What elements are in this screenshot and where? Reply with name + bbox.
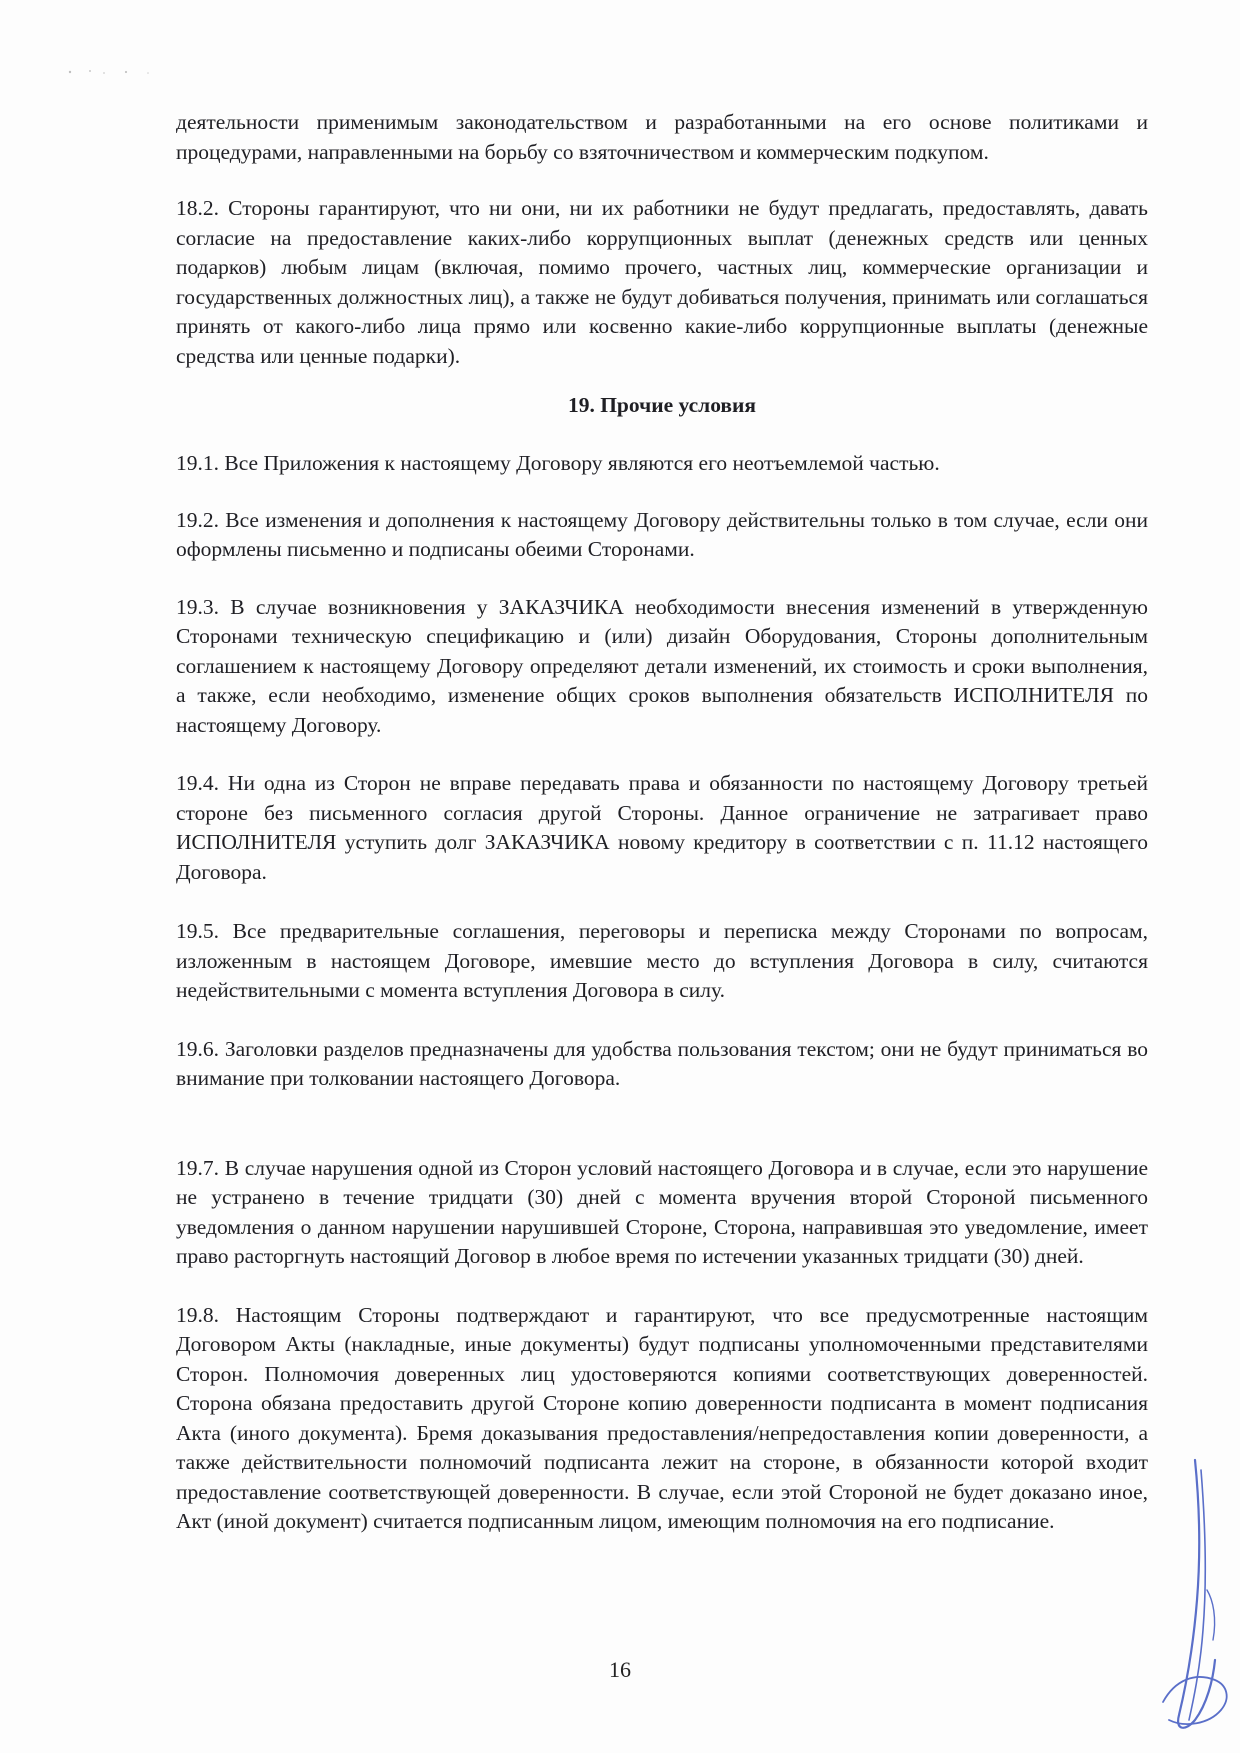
paragraph-18-2: 18.2. Стороны гарантируют, что ни они, ни их работники не будут предлагать, предоставлять, давать согласие на предоставление каких-либо коррупционных выплат (денежных средств или ценных подарков) любым лицам (включая, помимо прочего, частных лиц, коммерческие организации и государственных должностных лиц), а также не будут добиваться получения, принимать или соглашаться принять от какого-либо лица прямо или косвенно какие-либо коррупционные выплаты (денежные средства или ценные подарки). — [176, 196, 1148, 368]
section-heading: 19. Прочие условия — [567, 393, 757, 417]
paragraph-19-4: 19.4. Ни одна из Сторон не вправе передавать права и обязанности по настоящему Договору третьей стороне без письменного согласия другой Стороны. Данное ограничение не затрагивает право ИСПОЛНИТЕЛЯ уступить долг ЗАКАЗЧИКА новому кредитору в соответствии с п. 11.12 настоящего Договора. — [176, 771, 1148, 884]
paragraph-19-1: 19.1. Все Приложения к настоящему Договору являются его неотъемлемой частью. — [176, 451, 940, 475]
paragraph-19-5: 19.5. Все предварительные соглашения, переговоры и переписка между Сторонами по вопросам, изложенным в настоящем Договоре, имевшие место до вступления Договора в силу, считаются недействительными с момента вступления Договора в силу. — [176, 919, 1148, 1002]
page-number: 16 — [609, 1657, 631, 1682]
paragraph-intro: деятельности применимым законодательством и разработанными на его основе политиками и процедурами, направленными на борьбу со взяточничеством и коммерческим подкупом. — [176, 110, 1148, 164]
paragraph-19-6: 19.6. Заголовки разделов предназначены для удобства пользования текстом; они не будут приниматься во внимание при толковании настоящего Договора. — [176, 1036, 1148, 1090]
scan-artifact — [60, 66, 180, 78]
paragraph-19-8: 19.8. Настоящим Стороны подтверждают и гарантируют, что все предусмотренные настоящим Договором Акты (накладные, иные документы) будут подписаны уполномоченными представителями Сторон. Полномочия доверенных лиц удостоверяются копиями соответствующих доверенностей. Сторона обязана предоставить другой Стороне копию доверенности подписанта в момент подписания Акта (иного документа). Бремя доказывания предоставления/непредоставления копии доверенности, а также действительности полномочий подписанта лежит на стороне, в обязанности которой входит предоставление соответствующей доверенности. В случае, если этой Стороной не будет доказано иное, Акт (иной документ) считается подписанным лицом, имеющим полномочия на его подписание. — [176, 1302, 1148, 1533]
paragraph-19-2: 19.2. Все изменения и дополнения к настоящему Договору действительны только в том случае, если они оформлены письменно и подписаны обеими Сторонами. — [176, 507, 1148, 561]
paragraph-19-3: 19.3. В случае возникновения у ЗАКАЗЧИКА необходимости внесения изменений в утвержденную Сторонами техническую спецификацию и (или) дизайн Оборудования, Стороны дополнительным соглашением к настоящему Договору определяют детали изменений, их стоимость и сроки выполнения, а также, если необходимо, изменение общих сроков выполнения обязательств ИСПОЛНИТЕЛЯ по настоящему Договору. — [176, 594, 1148, 737]
paragraph-19-7: 19.7. В случае нарушения одной из Сторон условий настоящего Договора и в случае, если это нарушение не устранено в течение тридцати (30) дней с момента вручения второй Стороной письменного уведомления о данном нарушении нарушившей Стороне, Сторона, направившая это уведомление, имеет право расторгнуть настоящий Договор в любое время по истечении указанных тридцати (30) дней. — [176, 1155, 1148, 1268]
signature-icon — [1155, 1440, 1235, 1740]
document-body — [176, 108, 1148, 1537]
